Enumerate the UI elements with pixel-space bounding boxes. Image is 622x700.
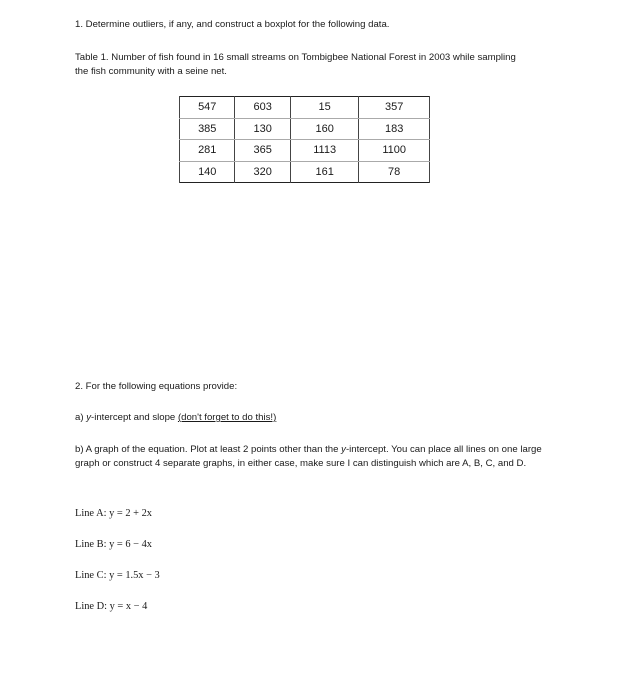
table-row — [180, 140, 430, 162]
table-row — [180, 161, 430, 183]
part-a-variable: y — [86, 412, 91, 423]
table-cell: 603 — [235, 97, 290, 119]
table-cell: 281 — [180, 140, 235, 162]
table-cell: 357 — [359, 97, 430, 119]
line-c-equation — [75, 569, 160, 583]
table-cell: 385 — [180, 118, 235, 140]
table-caption-line-1: Table 1. Number of fish found in 16 small streams on Tombigbee National Forest in 2003 while sampling — [75, 52, 516, 63]
question-1-title: 1. Determine outliers, if any, and construct a boxplot for the following data. — [75, 19, 390, 30]
table-caption-line-2: the fish community with a seine net. — [75, 66, 227, 77]
line-label: Line B: — [75, 539, 110, 550]
equation: y = 6 − 4x — [109, 539, 152, 550]
part-b-variable: y — [341, 444, 346, 455]
question-2a — [75, 411, 276, 425]
part-a-text: -intercept and slope — [91, 412, 178, 423]
equation: y = 2 + 2x — [109, 508, 152, 519]
table-cell: 1113 — [290, 140, 358, 162]
table-row — [180, 118, 430, 140]
fish-count-table — [179, 96, 430, 183]
table-cell: 160 — [290, 118, 358, 140]
table-cell: 365 — [235, 140, 290, 162]
line-b-equation — [75, 538, 152, 552]
line-label: Line C: — [75, 570, 110, 581]
table-cell: 78 — [359, 161, 430, 183]
table-cell: 547 — [180, 97, 235, 119]
table-cell: 130 — [235, 118, 290, 140]
equation: y = 1.5x − 3 — [109, 570, 160, 581]
equation: y = x − 4 — [109, 601, 148, 612]
line-a-equation — [75, 507, 152, 521]
table-cell: 15 — [290, 97, 358, 119]
table-row — [180, 97, 430, 119]
table-cell: 183 — [359, 118, 430, 140]
table-cell: 140 — [180, 161, 235, 183]
table-cell: 320 — [235, 161, 290, 183]
line-label: Line A: — [75, 508, 110, 519]
line-label: Line D: — [75, 601, 110, 612]
part-a-reminder: (don't forget to do this!) — [177, 412, 277, 423]
question-2-title: 2. For the following equations provide: — [75, 381, 238, 392]
part-b-text-2: -intercept. You can place all lines on one large graph or construct 4 separate graphs, in either case, make sure I can distinguish which are A, B, C, and D. — [75, 444, 542, 469]
table-cell: 1100 — [359, 140, 430, 162]
table-cell: 161 — [290, 161, 358, 183]
line-d-equation — [75, 600, 147, 614]
part-a-prefix: a) — [75, 412, 87, 423]
part-b-text-1: b) A graph of the equation. Plot at least 2 points other than the — [75, 444, 342, 455]
question-2b — [75, 443, 545, 471]
